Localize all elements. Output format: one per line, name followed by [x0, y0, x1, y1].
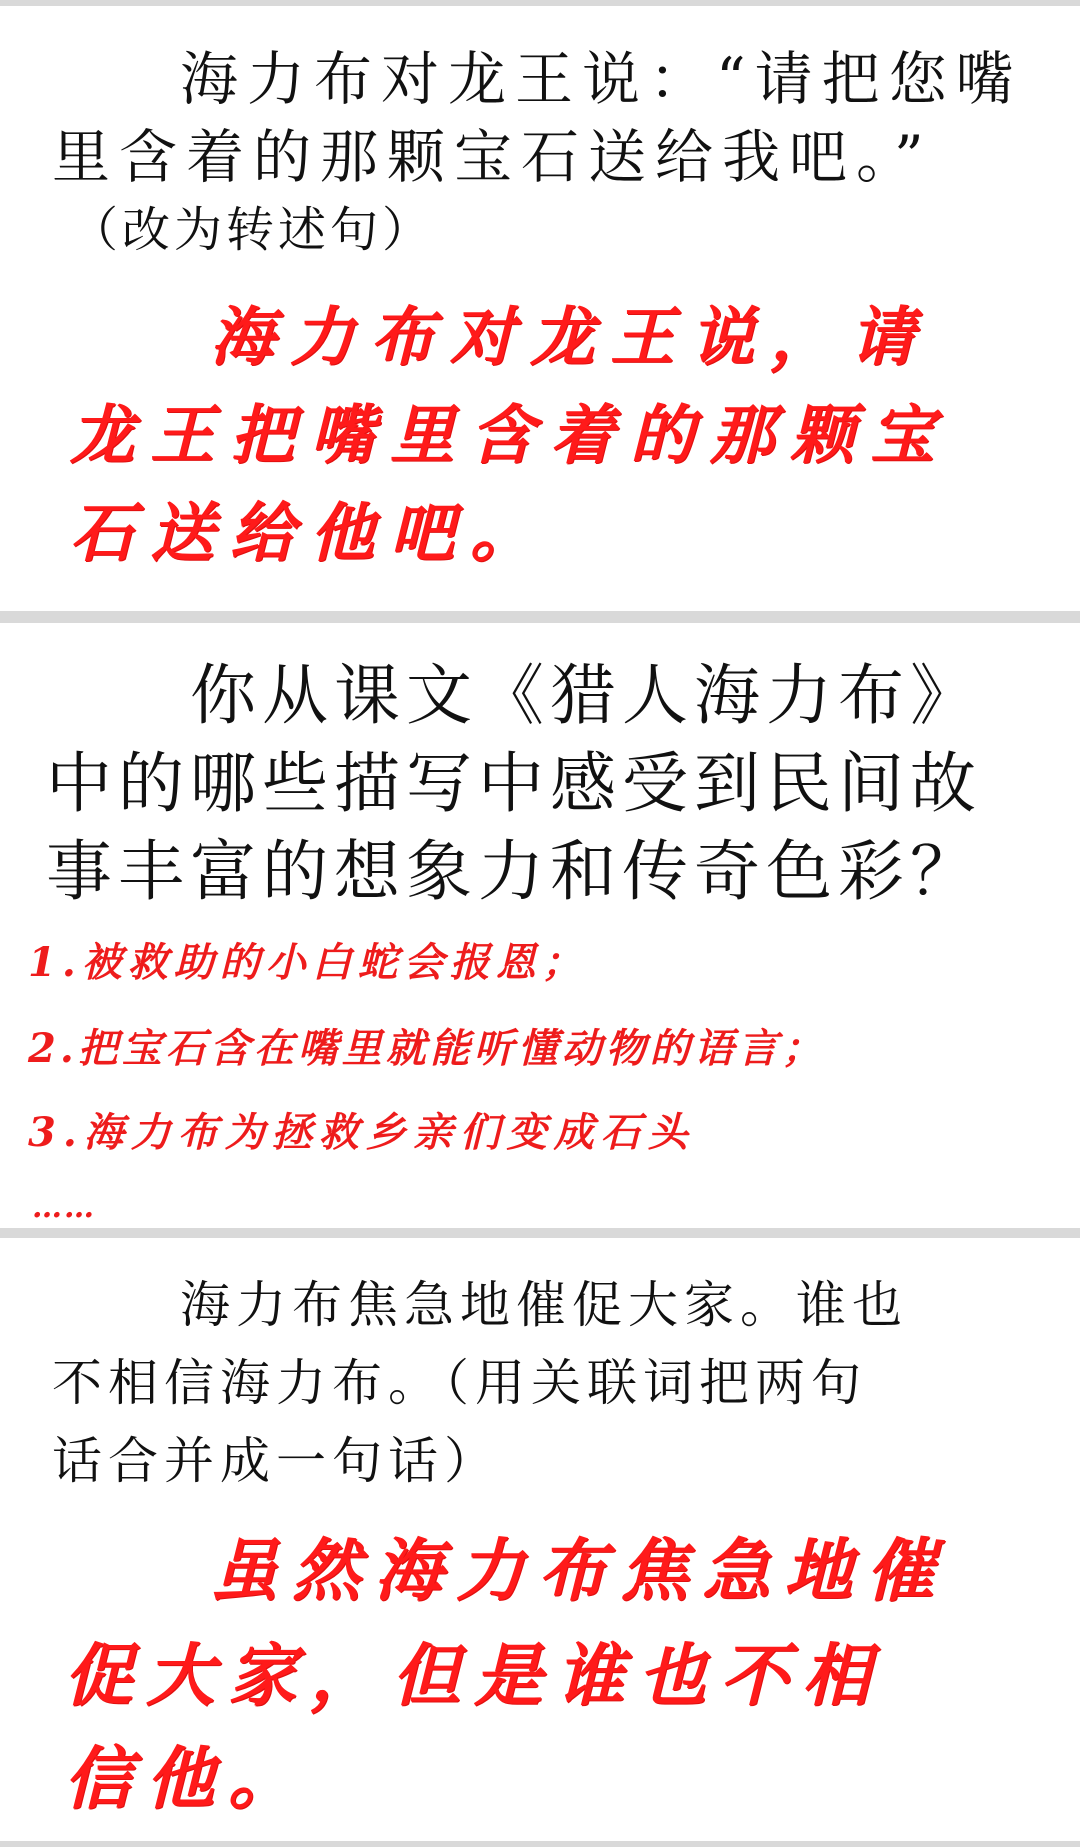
question-line: 事丰富的想象力和传奇色彩？ [46, 833, 982, 910]
answer-ellipsis: …… [32, 1190, 96, 1225]
answer-list-item: 3.海力布为拯救乡亲们变成石头 [28, 1109, 695, 1156]
answer-line: 龙王把嘴里含着的那颗宝 [70, 399, 950, 473]
exercise-card-folk-tale [0, 623, 1080, 1228]
answer-line: 虽然海力布焦急地催 [210, 1532, 949, 1611]
exercise-card-indirect-speech [0, 6, 1080, 611]
question-instruction: （改为转述句） [70, 202, 435, 258]
question-line: 不相信海力布。（用关联词把两句 [52, 1354, 867, 1412]
answer-list-item: 1.被救助的小白蛇会报恩； [28, 939, 588, 986]
question-line: 海力布焦急地催促大家。谁也 [180, 1276, 908, 1334]
question-line: 中的哪些描写中感受到民间故 [46, 745, 982, 822]
question-line: 海力布对龙王说：“请把您嘴 [180, 45, 1023, 113]
answer-line: 信他。 [64, 1740, 311, 1819]
question-line: 里含着的那颗宝石送给我吧。” [52, 123, 933, 191]
answer-line: 海力布对龙王说，请 [210, 301, 930, 375]
answer-line: 石送给他吧。 [70, 497, 550, 571]
answer-line: 促大家，但是谁也不相 [64, 1637, 885, 1716]
exercise-card-conjunction [0, 1238, 1080, 1841]
answer-list-item: 2.把宝石含在嘴里就能听懂动物的语言； [28, 1025, 826, 1072]
question-instruction: 话合并成一句话） [52, 1432, 500, 1490]
question-line: 你从课文《猎人海力布》 [190, 657, 982, 734]
